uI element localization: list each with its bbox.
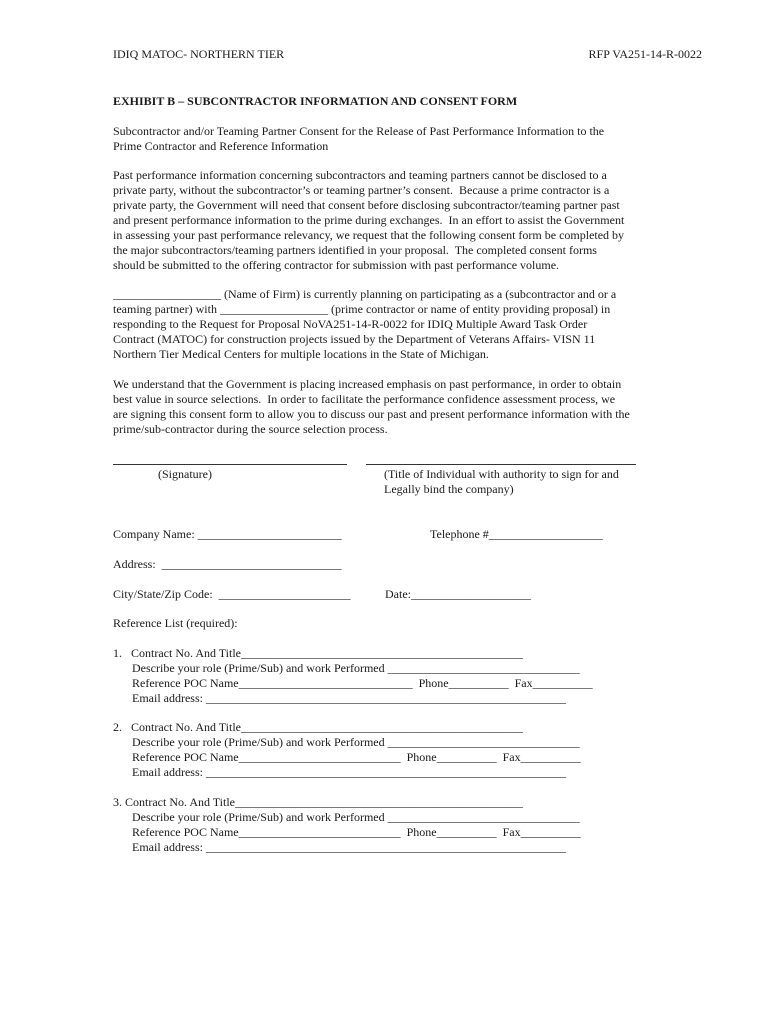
paragraph-line: best value in source selections. In order to facilitate the performance confidence assessment process, we [113,392,616,406]
paragraph-line: prime/sub-contractor during the source selection process. [113,422,388,436]
paragraph-line: in assessing your past performance relevancy, we request that the following consent form be completed by [113,228,625,242]
contract-title-field[interactable]: 1. Contract No. And Title_______________________________________________ [113,646,524,660]
role-field[interactable]: Describe your role (Prime/Sub) and work Performed ________________________________ [132,661,580,675]
title-label: Legally bind the company) [384,482,514,496]
paragraph-line: responding to the Request for Proposal NoVA251-14-R-0022 for IDIQ Multiple Award Task Order [113,317,588,331]
paragraph-line: and present performance information to the prime during exchanges. In an effort to assist the Government [113,213,625,227]
paragraph-line: Northern Tier Medical Centers for multiple locations in the State of Michigan. [113,347,489,361]
document-title: EXHIBIT B – SUBCONTRACTOR INFORMATION AND CONSENT FORM [113,94,518,108]
date-field[interactable]: Date:____________________ [385,587,531,601]
paragraph-line: Past performance information concerning subcontractors and teaming partners cannot be disclosed to a [113,168,607,182]
paragraph-line: are signing this consent form to allow you to discuss our past and present performance information with the [113,407,630,421]
reference-list-heading: Reference List (required): [113,616,238,630]
subtitle-line: Prime Contractor and Reference Information [113,139,329,153]
city-state-zip-field[interactable]: City/State/Zip Code: ______________________ [113,587,351,601]
email-field[interactable]: Email address: ____________________________________________________________ [132,765,566,779]
paragraph-line: should be submitted to the offering contractor for submission with past performance volume. [113,258,560,272]
email-field[interactable]: Email address: ____________________________________________________________ [132,691,566,705]
paragraph-line: private party, the Government will need that consent before disclosing subcontractor/teaming partner past [113,198,620,212]
telephone-field[interactable]: Telephone #___________________ [430,527,603,541]
contract-title-field[interactable]: 2. Contract No. And Title_______________________________________________ [113,720,524,734]
paragraph-line: the major subcontractors/teaming partners identified in your proposal. The completed consent forms [113,243,597,257]
title-label: (Title of Individual with authority to sign for and [384,467,619,481]
subtitle-line: Subcontractor and/or Teaming Partner Consent for the Release of Past Performance Information to the [113,124,605,138]
paragraph-line: private party, without the subcontractor’s or teaming partner’s consent. Because a prime contractor is a [113,183,610,197]
signature-line[interactable] [113,464,347,465]
address-field[interactable]: Address: ______________________________ [113,557,342,571]
header-right: RFP VA251-14-R-0022 [588,47,702,61]
role-field[interactable]: Describe your role (Prime/Sub) and work Performed ________________________________ [132,735,580,749]
paragraph-line: teaming partner) with __________________ (prime contractor or name of entity providing proposal) in [113,302,611,316]
reference-poc-field[interactable]: Reference POC Name_____________________________ Phone__________ Fax__________ [132,676,593,690]
company-name-field[interactable]: Company Name: ________________________ [113,527,342,541]
paragraph-line: Contract (MATOC) for construction projects issued by the Department of Veterans Affairs- VISN 11 [113,332,596,346]
title-line[interactable] [366,464,636,465]
paragraph-line: __________________ (Name of Firm) is currently planning on participating as a (subcontractor and or a [113,287,617,301]
email-field[interactable]: Email address: ____________________________________________________________ [132,840,566,854]
reference-poc-field[interactable]: Reference POC Name___________________________ Phone__________ Fax__________ [132,825,581,839]
reference-poc-field[interactable]: Reference POC Name___________________________ Phone__________ Fax__________ [132,750,581,764]
role-field[interactable]: Describe your role (Prime/Sub) and work Performed ________________________________ [132,810,580,824]
paragraph-line: We understand that the Government is placing increased emphasis on past performance, in order to obtain [113,377,622,391]
header-left: IDIQ MATOC- NORTHERN TIER [113,47,285,61]
contract-title-field[interactable]: 3. Contract No. And Title________________________________________________ [113,795,524,809]
signature-label: (Signature) [158,467,212,481]
